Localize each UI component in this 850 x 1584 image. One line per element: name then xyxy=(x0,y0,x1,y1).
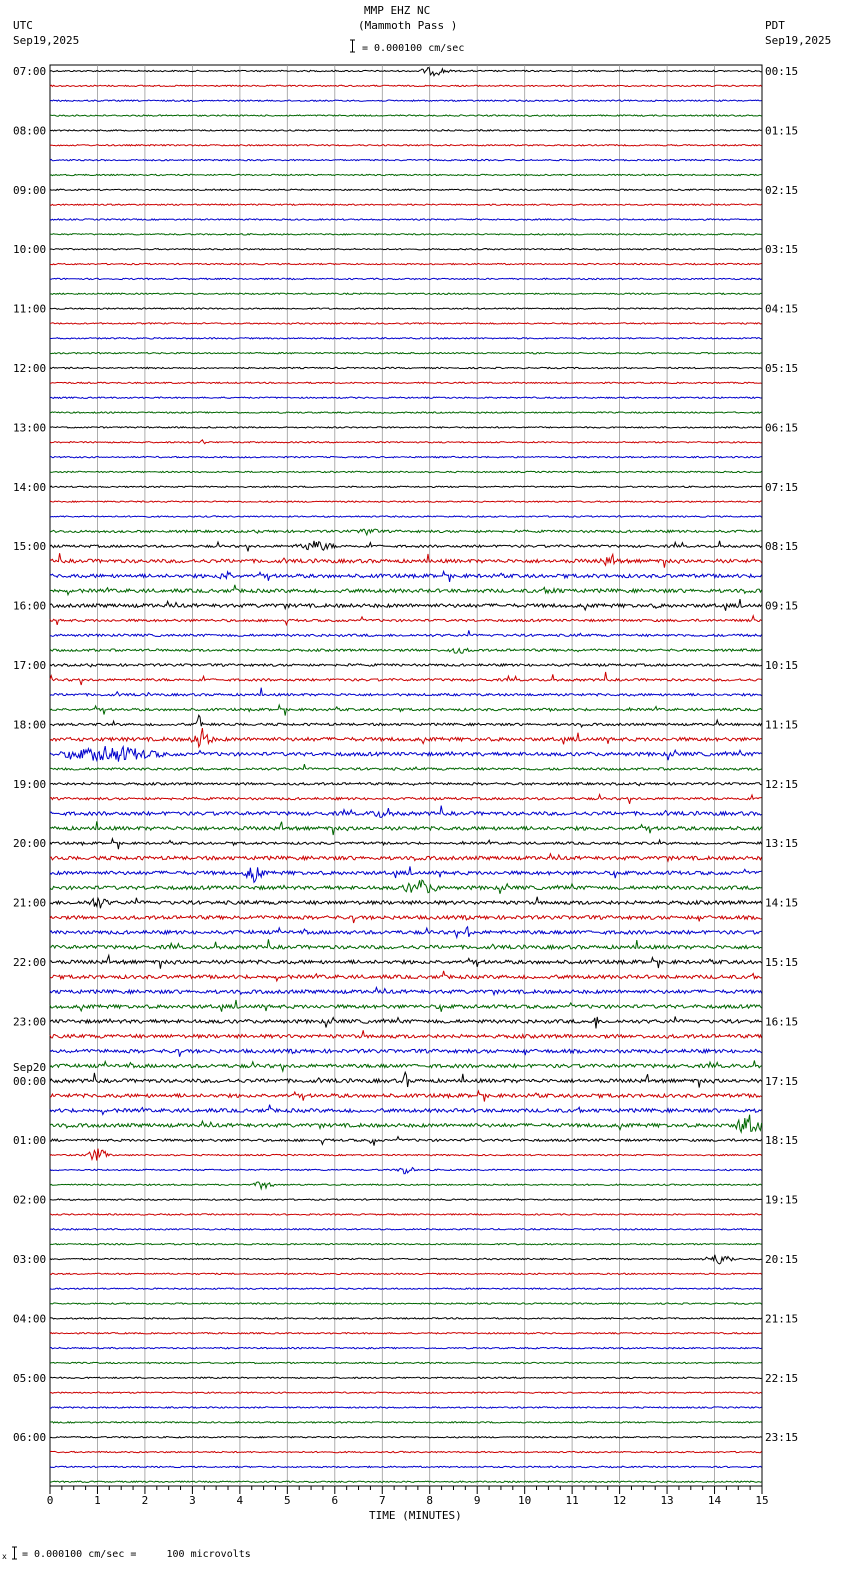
seismic-trace xyxy=(50,630,762,636)
seismic-trace xyxy=(50,353,762,354)
seismic-trace xyxy=(50,486,762,487)
pdt-hour-label: 13:15 xyxy=(765,837,799,851)
seismic-trace xyxy=(50,174,762,175)
seismic-trace xyxy=(50,1214,762,1215)
utc-hour-label: 02:00 xyxy=(13,1193,47,1207)
seismic-trace xyxy=(50,955,762,968)
time-axis xyxy=(47,1486,769,1507)
utc-hour-label: 18:00 xyxy=(13,718,47,732)
seismic-trace xyxy=(50,939,762,949)
seismic-trace xyxy=(50,541,762,552)
seismic-trace xyxy=(50,501,762,502)
utc-hour-label: 17:00 xyxy=(13,659,47,672)
x-tick-label: 3 xyxy=(189,1494,196,1507)
pdt-hour-label: 22:15 xyxy=(765,1371,799,1385)
seismic-trace xyxy=(50,338,762,339)
seismic-trace xyxy=(50,715,762,727)
utc-hour-label: 21:00 xyxy=(13,896,47,910)
seismic-trace xyxy=(50,987,762,994)
x-tick-label: 4 xyxy=(236,1494,244,1507)
date-change-label: Sep20 xyxy=(13,1061,47,1074)
utc-hour-label: 14:00 xyxy=(13,480,47,494)
utc-hour-label: 13:00 xyxy=(13,421,47,435)
seismic-trace xyxy=(50,746,762,762)
seismic-trace xyxy=(50,1091,762,1102)
seismic-trace xyxy=(50,367,762,368)
utc-hour-label: 01:00 xyxy=(13,1134,47,1148)
pdt-hour-label: 03:15 xyxy=(765,243,799,257)
seismic-trace xyxy=(50,1318,762,1319)
seismic-trace xyxy=(50,705,762,716)
pdt-hour-label: 05:15 xyxy=(765,362,799,375)
seismic-trace xyxy=(50,672,762,685)
utc-hour-label: 05:00 xyxy=(13,1371,47,1385)
trace-group xyxy=(50,68,762,1483)
seismic-trace xyxy=(50,1377,762,1378)
seismic-trace xyxy=(50,1273,762,1274)
seismic-trace xyxy=(50,854,762,861)
seismic-trace xyxy=(50,1437,762,1438)
x-tick-label: 14 xyxy=(707,1494,722,1507)
pdt-hour-label: 15:15 xyxy=(765,956,799,969)
seismic-trace xyxy=(50,1451,762,1452)
seismic-trace xyxy=(50,664,762,667)
scale-label: = 0.000100 cm/sec xyxy=(362,43,465,54)
seismic-trace xyxy=(50,1244,762,1245)
seismic-trace xyxy=(50,585,762,595)
seismic-trace xyxy=(50,880,762,894)
pdt-hour-label: 17:15 xyxy=(765,1074,799,1088)
pdt-date-label: Sep19,2025 xyxy=(765,34,832,47)
pdt-hour-label: 23:15 xyxy=(765,1431,799,1445)
seismic-trace xyxy=(50,1392,762,1393)
seismic-trace xyxy=(50,516,762,517)
pdt-hour-label: 14:15 xyxy=(765,896,799,910)
pdt-hour-label: 21:15 xyxy=(765,1312,799,1326)
seismic-trace xyxy=(50,839,762,850)
seismic-trace xyxy=(50,1049,762,1056)
seismic-trace xyxy=(50,1333,762,1334)
seismic-trace xyxy=(50,412,762,413)
footer-scale-note: = 0.000100 cm/sec = 100 microvolts xyxy=(22,1549,251,1560)
seismic-trace xyxy=(50,1149,762,1161)
seismic-trace xyxy=(50,1000,762,1012)
utc-hour-label: 03:00 xyxy=(13,1253,47,1266)
x-tick-label: 8 xyxy=(426,1494,434,1507)
seismic-trace xyxy=(50,783,762,786)
pdt-hour-label: 02:15 xyxy=(765,183,799,197)
utc-date-label: Sep19,2025 xyxy=(13,34,80,47)
x-tick-label: 15 xyxy=(755,1494,769,1507)
seismic-trace xyxy=(50,1061,762,1072)
utc-hour-label: 15:00 xyxy=(13,540,47,554)
utc-hour-label: 12:00 xyxy=(13,362,47,375)
x-tick-label: 12 xyxy=(612,1494,627,1507)
utc-hour-label: 00:00 xyxy=(13,1074,47,1088)
seismic-trace xyxy=(50,1481,762,1482)
pdt-hour-label: 04:15 xyxy=(765,302,799,316)
x-tick-label: 2 xyxy=(141,1494,149,1507)
utc-hour-label: 10:00 xyxy=(13,243,47,257)
seismic-trace xyxy=(50,1115,762,1132)
seismic-trace xyxy=(50,916,762,923)
utc-hour-label: 19:00 xyxy=(13,777,47,791)
seismic-trace xyxy=(50,115,762,116)
seismic-trace xyxy=(50,471,762,472)
scale-bar-icon xyxy=(350,40,355,52)
seismic-trace xyxy=(50,145,762,146)
utc-hour-label: 16:00 xyxy=(13,599,47,613)
seismic-trace xyxy=(50,219,762,220)
pdt-hour-label: 00:15 xyxy=(765,65,799,78)
utc-hour-label: 11:00 xyxy=(13,302,47,316)
seismic-trace xyxy=(50,571,762,582)
seismic-trace xyxy=(50,440,762,444)
utc-hour-label: 09:00 xyxy=(13,183,47,197)
seismic-trace xyxy=(50,1422,762,1423)
seismic-trace xyxy=(50,616,762,625)
seismic-trace xyxy=(50,1347,762,1348)
seismic-trace xyxy=(50,821,762,835)
seismic-trace xyxy=(50,599,762,611)
utc-hour-label: 23:00 xyxy=(13,1015,47,1029)
pdt-hour-label: 06:15 xyxy=(765,421,799,435)
utc-zone-label: UTC xyxy=(13,19,33,32)
seismic-trace xyxy=(50,278,762,279)
x-tick-label: 11 xyxy=(565,1494,579,1507)
seismic-trace xyxy=(50,728,762,747)
seismic-trace xyxy=(50,1303,762,1304)
seismic-trace xyxy=(50,249,762,250)
seismic-trace xyxy=(50,1182,762,1189)
seismic-trace xyxy=(50,85,762,86)
pdt-hour-label: 01:15 xyxy=(765,124,799,138)
seismic-trace xyxy=(50,795,762,804)
pdt-hour-label: 09:15 xyxy=(765,599,799,613)
seismic-trace xyxy=(50,866,762,882)
seismic-trace xyxy=(50,1030,762,1038)
pdt-zone-label: PDT xyxy=(765,19,785,32)
pdt-hour-label: 18:15 xyxy=(765,1134,799,1148)
x-tick-label: 6 xyxy=(331,1494,339,1507)
seismic-trace xyxy=(50,806,762,818)
utc-hour-label: 04:00 xyxy=(13,1312,47,1326)
seismic-trace xyxy=(50,308,762,309)
x-tick-label: 10 xyxy=(518,1494,532,1507)
seismic-trace xyxy=(50,68,762,76)
seismic-trace xyxy=(50,1362,762,1363)
seismic-trace xyxy=(50,764,762,770)
seismic-trace xyxy=(50,553,762,568)
seismic-trace xyxy=(50,1466,762,1467)
x-tick-label: 1 xyxy=(94,1494,101,1507)
x-axis-title: TIME (MINUTES) xyxy=(369,1509,462,1522)
seismic-trace xyxy=(50,1199,762,1200)
footer-scale-bar-icon xyxy=(12,1547,17,1559)
seismic-trace xyxy=(50,234,762,235)
site-subtitle: (Mammoth Pass ) xyxy=(358,19,458,32)
pdt-hour-label: 07:15 xyxy=(765,480,799,494)
seismic-trace xyxy=(50,427,762,428)
pdt-hour-label: 11:15 xyxy=(765,718,799,732)
seismic-trace xyxy=(50,130,762,131)
seismic-trace xyxy=(50,159,762,160)
pdt-hour-label: 20:15 xyxy=(765,1253,799,1266)
seismic-trace xyxy=(50,1137,762,1146)
seismic-trace xyxy=(50,1255,762,1264)
x-tick-label: 0 xyxy=(46,1494,54,1507)
seismic-trace xyxy=(50,100,762,101)
seismic-trace xyxy=(50,293,762,294)
seismic-trace xyxy=(50,1229,762,1230)
pdt-hour-label: 08:15 xyxy=(765,540,799,554)
pdt-hour-label: 12:15 xyxy=(765,777,799,791)
x-tick-label: 13 xyxy=(660,1494,674,1507)
utc-hour-label: 22:00 xyxy=(13,956,47,969)
seismic-trace xyxy=(50,204,762,205)
seismic-trace xyxy=(50,971,762,981)
seismic-trace xyxy=(50,189,762,190)
seismic-trace xyxy=(50,323,762,324)
x-tick-label: 9 xyxy=(473,1494,481,1507)
seismic-trace xyxy=(50,529,762,535)
pdt-hour-label: 16:15 xyxy=(765,1015,799,1029)
utc-hour-label: 20:00 xyxy=(13,837,47,851)
seismic-trace xyxy=(50,456,762,457)
seismic-trace xyxy=(50,1407,762,1408)
seismic-trace xyxy=(50,397,762,398)
utc-hour-label: 08:00 xyxy=(13,124,47,138)
station-title: MMP EHZ NC xyxy=(364,4,431,17)
seismic-trace xyxy=(50,263,762,264)
seismic-trace xyxy=(50,1288,762,1289)
seismic-trace xyxy=(50,382,762,383)
seismic-trace xyxy=(50,1168,762,1174)
seismic-trace xyxy=(50,927,762,938)
seismic-trace xyxy=(50,1105,762,1115)
utc-hour-label: 06:00 xyxy=(13,1431,47,1445)
footer-marker: x xyxy=(2,1552,7,1561)
seismic-trace xyxy=(50,649,762,654)
x-tick-label: 7 xyxy=(378,1494,386,1507)
utc-hour-label: 07:00 xyxy=(13,65,47,78)
seismic-trace xyxy=(50,688,762,696)
seismic-trace xyxy=(50,897,762,909)
pdt-hour-label: 19:15 xyxy=(765,1193,799,1207)
pdt-hour-label: 10:15 xyxy=(765,659,799,672)
seismic-trace xyxy=(50,1017,762,1029)
x-tick-label: 5 xyxy=(284,1494,291,1507)
seismic-trace xyxy=(50,1072,762,1087)
